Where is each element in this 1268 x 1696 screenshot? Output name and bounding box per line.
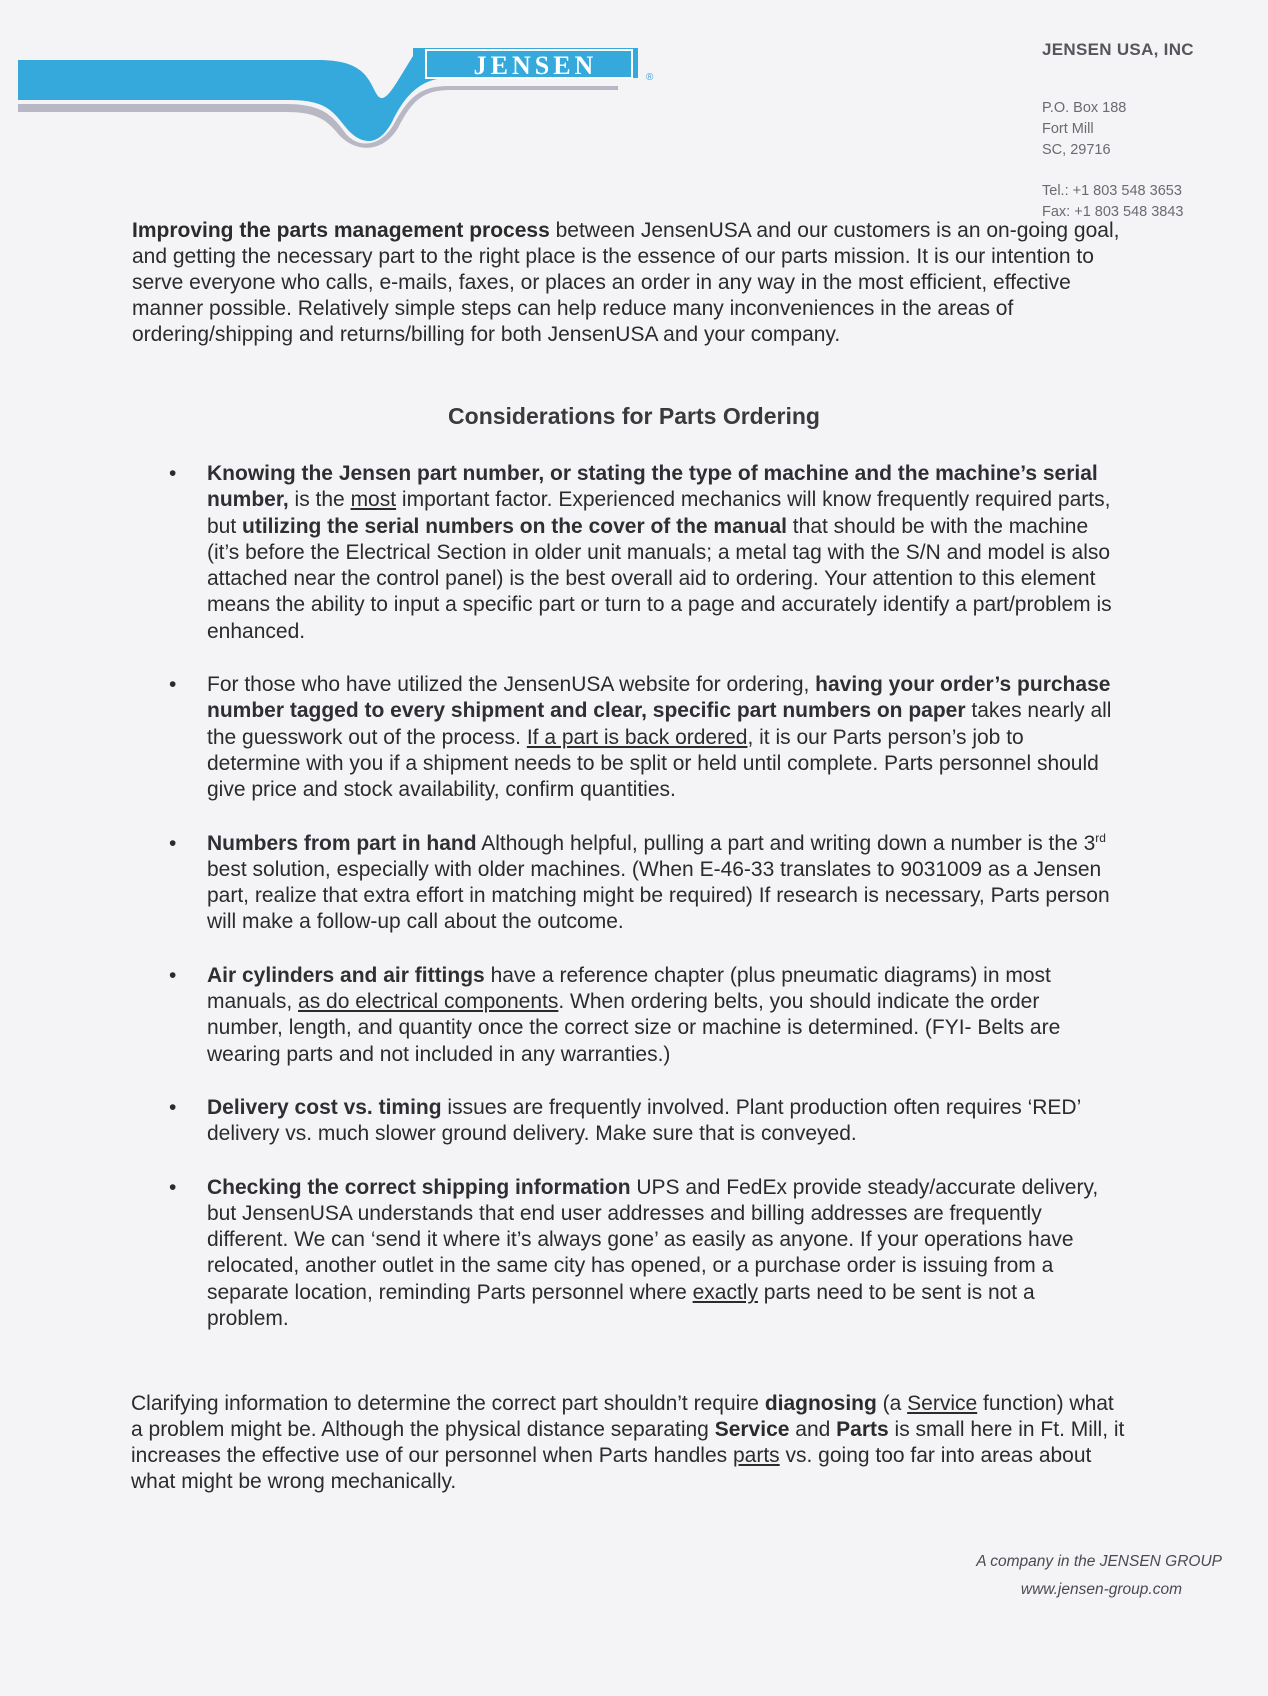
- bullet-bold: having your order’s purchase number tagged to every shipment and clear, specific part numbers on paper: [207, 673, 1111, 723]
- bullet-icon: •: [169, 831, 177, 855]
- bullet-icon: •: [169, 1095, 177, 1119]
- closing-emphasis: parts: [732, 1444, 780, 1467]
- bullet-lead: Numbers from part in hand: [207, 831, 477, 855]
- address-line: P.O. Box 188: [1042, 100, 1127, 116]
- bullet-emphasis: exactly: [692, 1280, 758, 1304]
- closing-emphasis: Service: [907, 1392, 978, 1415]
- closing-text: (a: [876, 1392, 908, 1415]
- bullet-text: parts need to be sent is not a problem.: [207, 1280, 1035, 1331]
- footer-group-line: A company in the JENSEN GROUP: [976, 1553, 1222, 1570]
- bullet-emphasis: as do electrical components: [298, 990, 559, 1014]
- bullet-emphasis: most: [350, 488, 397, 512]
- bullet-bold: utilizing the serial numbers on the cover of the manual: [242, 514, 787, 538]
- company-name: JENSEN USA, INC: [1042, 40, 1194, 59]
- list-item: [169, 1095, 1117, 1148]
- bullet-text: UPS and FedEx provide steady/accurate delivery, but JensenUSA understands that end user addresses and billing addresses are frequently different. We can ‘send it where it’s always gone’ as easily as anyone. If your operations have relocated, another outlet in the same city has opened, or a purchase order is issuing from a separate location, reminding Parts personnel where: [207, 1175, 1099, 1304]
- bullet-text: For those who have utilized the JensenUSA website for ordering,: [207, 673, 816, 697]
- bullet-text: . When ordering belts, you should indicate the order number, length, and quantity once the correct size or machine is determined. (FYI- Belts are wearing parts and not included in any warranties.): [207, 990, 1061, 1066]
- bullet-text: important factor. Experienced mechanics will know frequently required parts, but: [207, 488, 1111, 538]
- bullet-text: best solution, especially with older machines. (When E-46-33 translates to 9031009 as a Jensen part, realize that extra effort in matching might be required) If research is necessary, Parts person will make a follow-up call about the outcome.: [207, 857, 1110, 934]
- bullet-text: Although helpful, pulling a part and writing down a number is the 3: [476, 831, 1096, 855]
- closing-text: function) what a problem might be. Although the physical distance separating: [131, 1392, 1114, 1441]
- company-contact: [1042, 181, 1184, 223]
- superscript: rd: [1095, 830, 1106, 845]
- section-heading: Considerations for Parts Ordering: [448, 403, 820, 429]
- bullet-lead: Checking the correct shipping information: [207, 1175, 631, 1199]
- company-address: [1042, 98, 1126, 161]
- list-item: [169, 1175, 1117, 1333]
- registered-mark: ®: [646, 72, 654, 83]
- bullet-icon: •: [169, 673, 177, 697]
- bullet-lead: Air cylinders and air fittings: [207, 963, 485, 987]
- address-line: Fort Mill: [1042, 121, 1094, 137]
- bullet-text: that should be with the machine (it’s before the Electrical Section in older unit manuals; a metal tag with the S/N and model is also attached near the control panel) is the best overall aid to ordering. Your attention to this element means the ability to input a specific part or turn to a page and accurately identify a part/problem is enhanced.: [207, 514, 1112, 643]
- list-item: [169, 461, 1117, 645]
- closing-text: vs. going too far into areas about what might be wrong mechanically.: [131, 1444, 1092, 1493]
- bullet-text: takes nearly all the guesswork out of the process.: [207, 699, 1112, 749]
- closing-paragraph: [131, 1391, 1131, 1495]
- bullet-lead: Knowing the Jensen part number, or stating the type of machine and the machine’s serial number,: [207, 462, 1098, 512]
- closing-bold: Service: [714, 1418, 790, 1441]
- bullet-text: have a reference chapter (plus pneumatic diagrams) in most manuals,: [207, 963, 1051, 1014]
- closing-text: and: [789, 1418, 837, 1441]
- closing-text: is small here in Ft. Mill, it increases the effective use of our personnel when Parts handles: [131, 1418, 1125, 1467]
- list-item: [169, 963, 1117, 1068]
- bullet-icon: •: [169, 1175, 177, 1199]
- list-item: [169, 672, 1117, 803]
- closing-text: Clarifying information to determine the correct part shouldn’t require: [131, 1392, 765, 1415]
- closing-bold: diagnosing: [764, 1392, 877, 1415]
- intro-paragraph: [132, 218, 1132, 348]
- bullet-text: issues are frequently involved. Plant production often requires ‘RED’ delivery vs. much slower ground delivery. Make sure that is conveyed.: [207, 1095, 1081, 1146]
- intro-text: between JensenUSA and our customers is an on-going goal, and getting the necessary part to the right place is the essence of our parts mission. It is our intention to serve everyone who calls, e-mails, faxes, or places an order in any way in the most efficient, effective manner possible. Relatively simple steps can help reduce many inconveniences in the areas of ordering/shipping and returns/billing for both JensenUSA and your company.: [132, 219, 1120, 346]
- intro-lead: Improving the parts management process: [132, 219, 550, 242]
- telephone: Tel.: +1 803 548 3653: [1042, 183, 1182, 199]
- logo-wordmark: JENSEN: [473, 51, 598, 80]
- considerations-list: [169, 461, 1117, 1359]
- closing-bold: Parts: [836, 1418, 889, 1441]
- jensen-logo: [18, 38, 658, 148]
- bullet-lead: Delivery cost vs. timing: [207, 1095, 442, 1119]
- address-line: SC, 29716: [1042, 142, 1111, 158]
- bullet-text: , it is our Parts person’s job to determine with you if a shipment needs to be split or held until complete. Parts personnel should give price and stock availability, confirm quantities.: [207, 725, 1099, 802]
- bullet-emphasis: If a part is back ordered: [526, 725, 748, 749]
- footer-website: www.jensen-group.com: [1020, 1581, 1182, 1598]
- list-item: [169, 830, 1117, 936]
- bullet-text: is the: [288, 488, 351, 512]
- bullet-icon: •: [169, 963, 177, 987]
- fax: Fax: +1 803 548 3843: [1042, 204, 1184, 220]
- bullet-icon: •: [169, 462, 177, 485]
